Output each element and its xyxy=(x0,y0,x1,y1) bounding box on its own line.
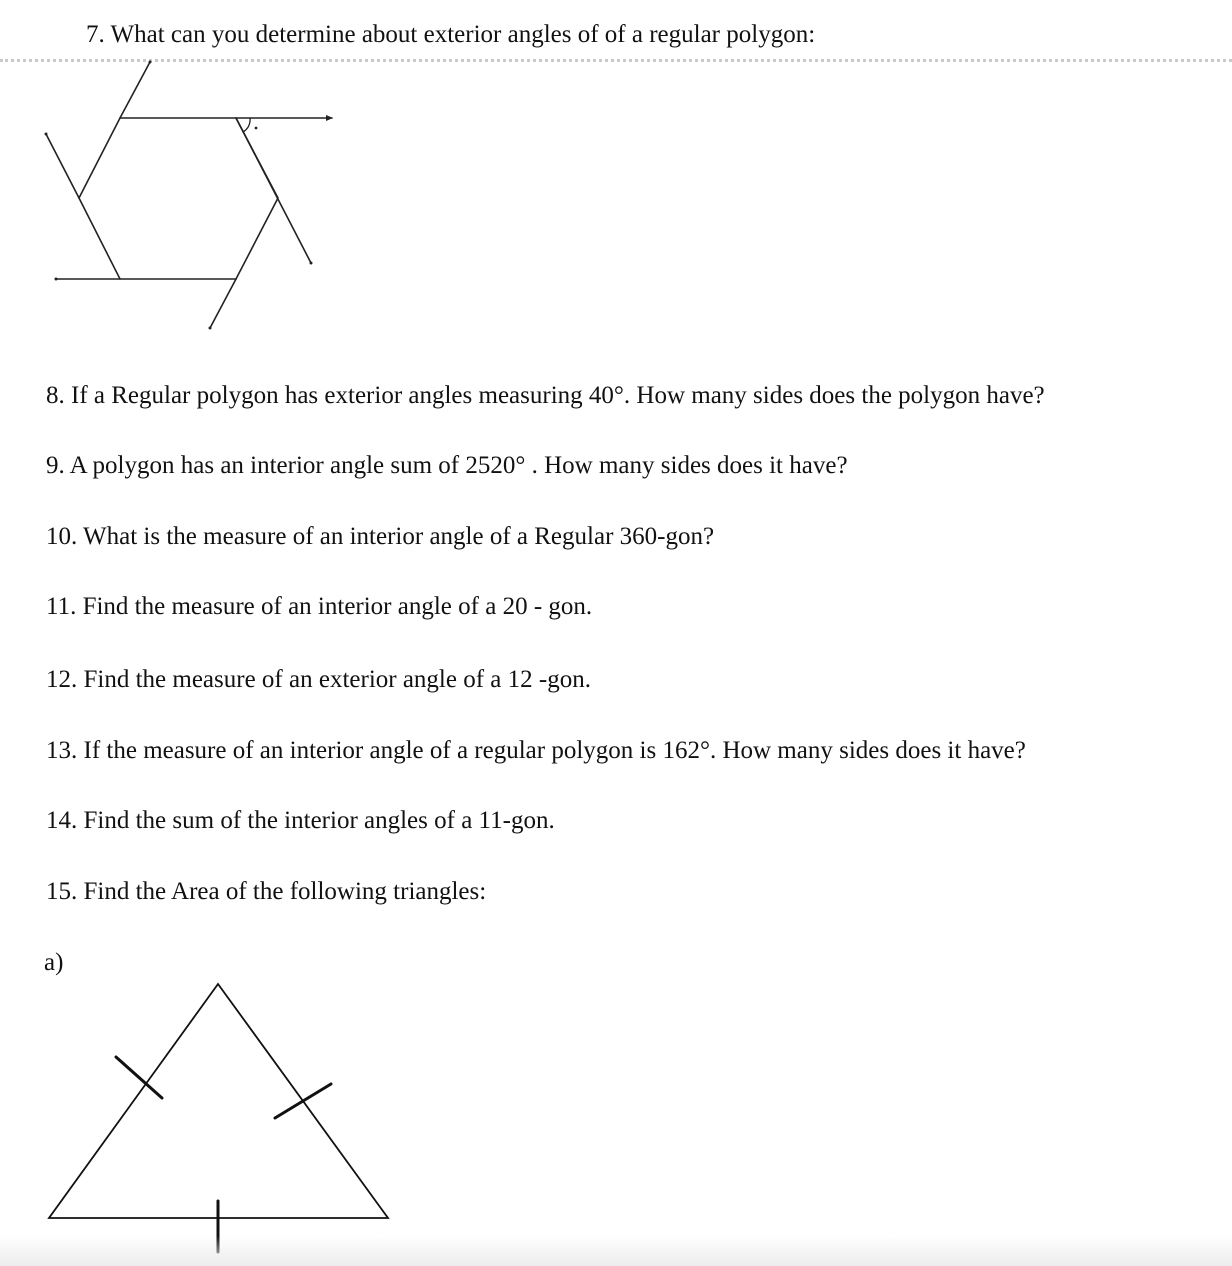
question-10: 10. What is the measure of an interior angle of a Regular 360-gon? xyxy=(46,523,715,550)
triangle-outline xyxy=(49,984,388,1218)
question-13: 13. If the measure of an interior angle of a regular polygon is 162°. How many sides does it have? xyxy=(46,737,1026,764)
question-7: 7. What can you determine about exterior angles of of a regular polygon: xyxy=(86,21,816,48)
extension-upper-left xyxy=(120,62,150,118)
part-a-label: a) xyxy=(44,949,64,976)
extension-right xyxy=(236,118,311,263)
exterior-angle-arc xyxy=(243,118,250,132)
question-12: 12. Find the measure of an exterior angle of a 12 -gon. xyxy=(46,666,591,693)
question-15: 15. Find the Area of the following triangles: xyxy=(46,878,487,905)
equilateral-triangle-tick-marks-icon xyxy=(0,970,420,1266)
tick-mark-right-side xyxy=(275,1084,331,1118)
question-11: 11. Find the measure of an interior angle of a 20 - gon. xyxy=(46,593,593,620)
regular-hexagon-exterior-angles-icon xyxy=(0,0,360,350)
question-9: 9. A polygon has an interior angle sum of 2520° . How many sides does it have? xyxy=(46,452,848,479)
question-8: 8. If a Regular polygon has exterior angles measuring 40°. How many sides does the polygon have? xyxy=(46,382,1045,409)
page-bottom-shade xyxy=(0,1236,1232,1266)
extension-lower-right xyxy=(210,279,236,328)
question-14: 14. Find the sum of the interior angles of a 11-gon. xyxy=(46,807,555,834)
extension-left xyxy=(46,134,79,198)
